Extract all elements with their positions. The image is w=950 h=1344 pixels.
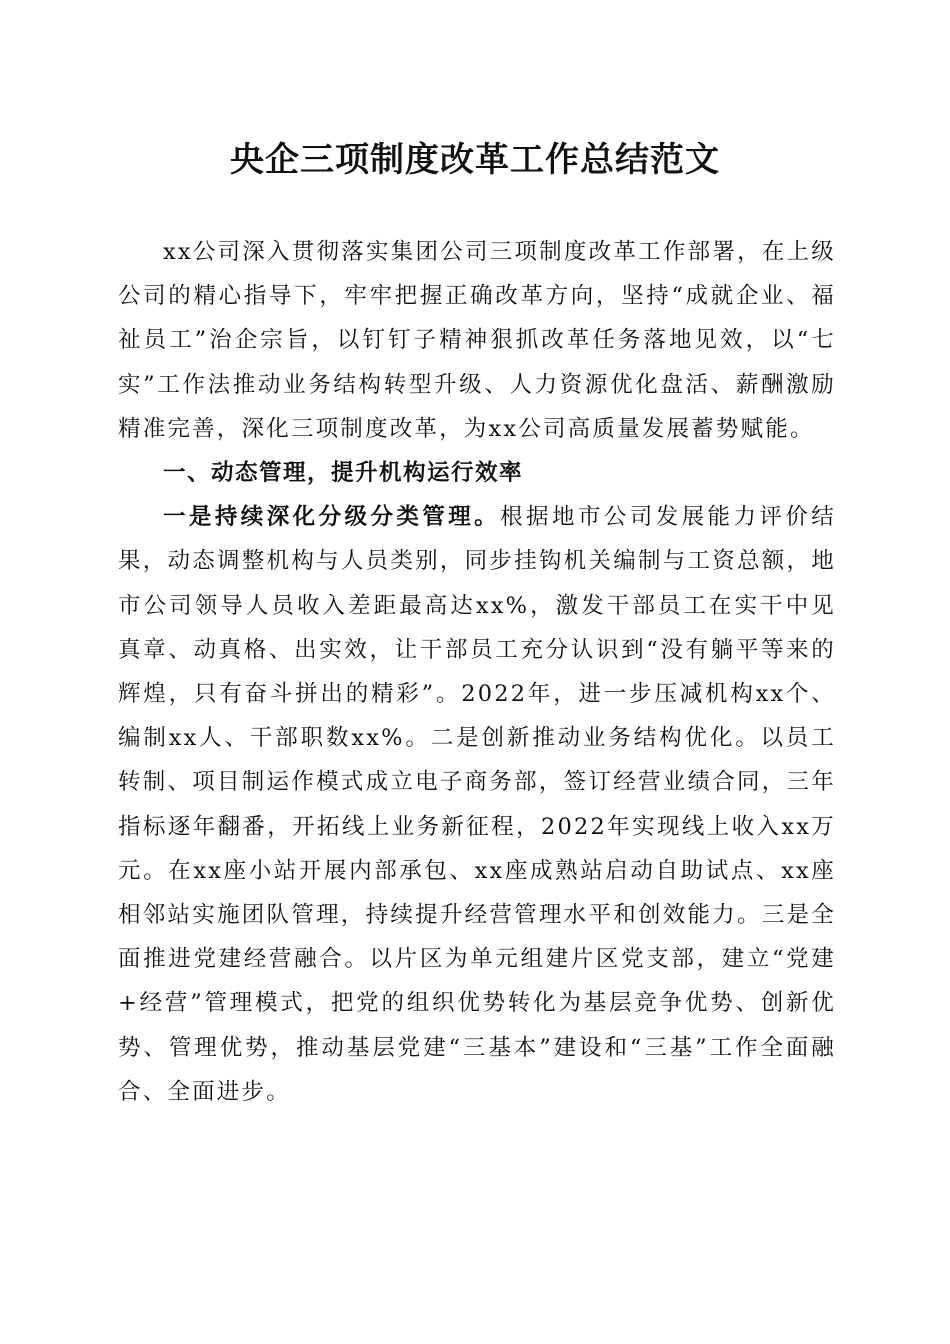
document-body bbox=[118, 230, 836, 1114]
section-1-paragraph bbox=[118, 495, 836, 1114]
section-1-lead: 一是持续深化分级分类管理。 bbox=[163, 504, 501, 531]
section-heading-1: 一、动态管理，提升机构运行效率 bbox=[163, 460, 524, 487]
document-title: 央企三项制度改革工作总结范文 bbox=[230, 140, 720, 180]
section-1-body: 根据地市公司发展能力评价结果，动态调整机构与人员类别，同步挂钩机关编制与工资总额，地市公司领导人员收入差距最高达xx%，激发干部员工在实干中见真章、动真格、出实效，让干部员工充分认识到“没有躺平等来的辉煌，只有奋斗拼出的精彩”。2022年，进一步压减机构xx个、编制xx人、干部职数xx%。二是创新推动业务结构优化。以员工转制、项目制运作模式成立电子商务部，签订经营业绩合同，三年指标逐年翻番，开拓线上业务新征程，2022年实现线上收入xx万元。在xx座小站开展内部承包、xx座成熟站启动自助试点、xx座相邻站实施团队管理，持续提升经营管理水平和创效能力。三是全面推进党建经营融合。以片区为单元组建片区党支部，建立“党建+经营”管理模式，把党的组织优势转化为基层竞争优势、创新优势、管理优势，推动基层党建“三基本”建设和“三基”工作全面融合、全面进步。 bbox=[118, 504, 836, 1105]
intro-paragraph: xx公司深入贯彻落实集团公司三项制度改革工作部署，在上级公司的精心指导下，牢牢把握正确改革方向，坚持“成就企业、福祉员工”治企宗旨，以钉钉子精神狠抓改革任务落地见效，以“七实”工作法推动业务结构转型升级、人力资源优化盘活、薪酬激励精准完善，深化三项制度改革，为xx公司高质量发展蓄势赋能。 bbox=[118, 239, 836, 442]
